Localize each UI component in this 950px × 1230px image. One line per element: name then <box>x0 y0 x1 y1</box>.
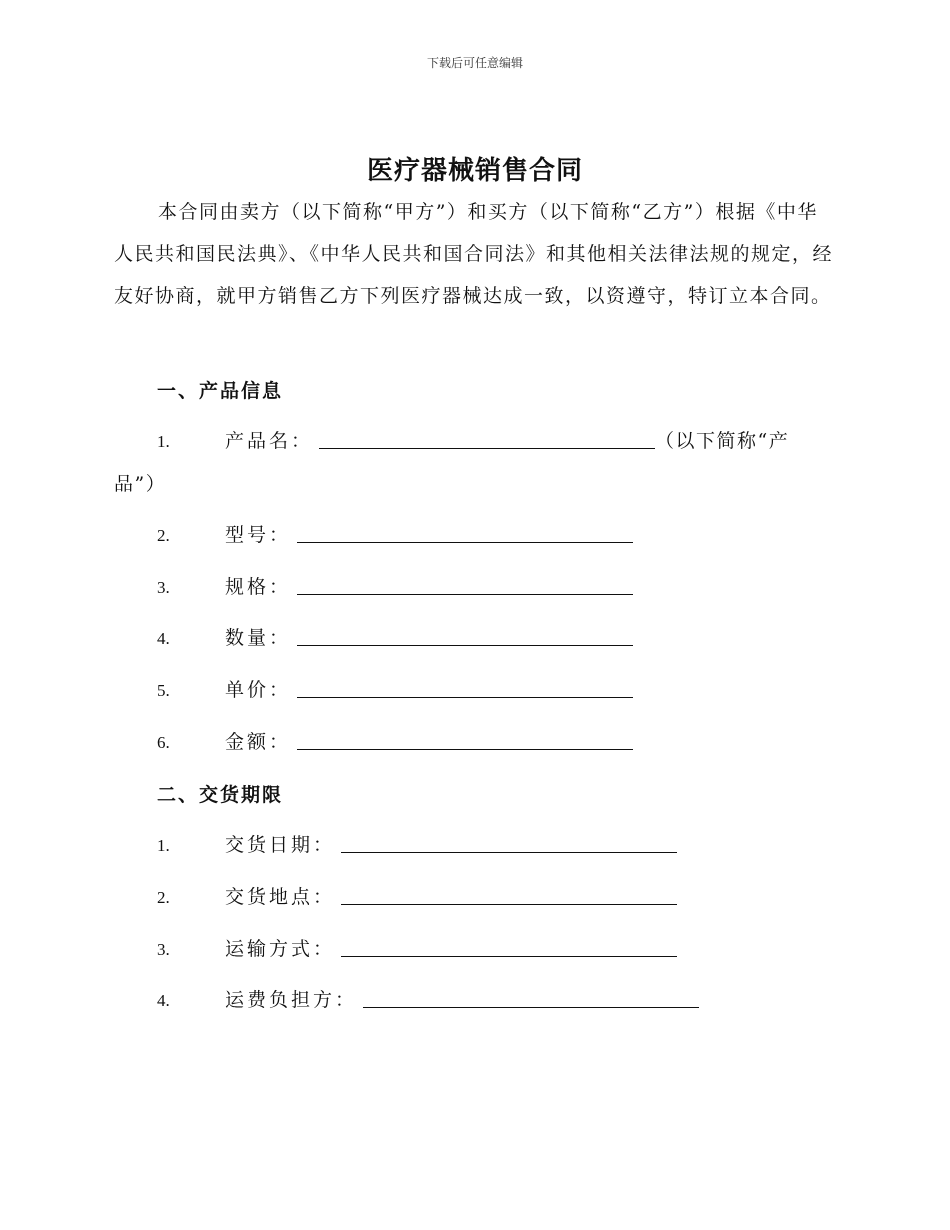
product-name-blank[interactable] <box>319 426 655 449</box>
field-label: 金额： <box>225 731 292 753</box>
section-heading-delivery: 二、交货期限 <box>157 784 284 806</box>
item-number: 3. <box>157 578 170 597</box>
spec-blank[interactable] <box>297 572 633 595</box>
field-amount <box>114 721 834 764</box>
field-freight-payer <box>114 979 834 1022</box>
field-label: 交货地点： <box>225 886 336 908</box>
field-label: 型号： <box>225 524 292 546</box>
field-label: 交货日期： <box>225 834 336 856</box>
item-number: 2. <box>157 526 170 545</box>
delivery-date-blank[interactable] <box>341 830 677 853</box>
field-quantity <box>114 617 834 660</box>
document-title: 医疗器械销售合同 <box>366 156 583 186</box>
item-number: 2. <box>157 888 170 907</box>
item-number: 1. <box>157 836 170 855</box>
item-number: 4. <box>157 991 170 1010</box>
quantity-blank[interactable] <box>297 623 633 646</box>
delivery-location-blank[interactable] <box>341 882 677 905</box>
field-product-name <box>114 420 834 505</box>
amount-blank[interactable] <box>297 727 633 750</box>
field-label: 运输方式： <box>225 938 336 960</box>
field-delivery-location <box>114 876 834 919</box>
field-label: 规格： <box>225 576 292 598</box>
item-number: 3. <box>157 940 170 959</box>
field-label: 运费负担方： <box>225 989 358 1011</box>
shipping-method-blank[interactable] <box>341 934 677 957</box>
field-label: 数量： <box>225 627 292 649</box>
field-model <box>114 514 834 557</box>
item-number: 6. <box>157 733 170 752</box>
item-number: 4. <box>157 629 170 648</box>
intro-paragraph: 本合同由卖方（以下简称“甲方”）和买方（以下简称“乙方”）根据《中华人民共和国民法典》、《中华人民共和国合同法》和其他相关法律法规的规定，经友好协商，就甲方销售乙方下列医疗器械达成一致，以资遵守，特订立本合同。 <box>114 201 834 307</box>
field-unit-price <box>114 669 834 712</box>
field-delivery-date <box>114 824 834 867</box>
field-spec <box>114 566 834 609</box>
field-shipping-method <box>114 928 834 971</box>
field-suffix: （以下简称“产 <box>655 430 790 452</box>
field-label: 单价： <box>225 679 292 701</box>
section-heading-product-info: 一、产品信息 <box>157 380 284 402</box>
item-number: 5. <box>157 681 170 700</box>
model-blank[interactable] <box>297 520 633 543</box>
field-label: 产品名： <box>225 430 314 452</box>
field-suffix-wrap: 品”） <box>114 473 167 495</box>
freight-payer-blank[interactable] <box>363 985 699 1008</box>
header-note: 下载后可任意编辑 <box>426 56 523 70</box>
item-number: 1. <box>157 432 170 451</box>
unit-price-blank[interactable] <box>297 675 633 698</box>
